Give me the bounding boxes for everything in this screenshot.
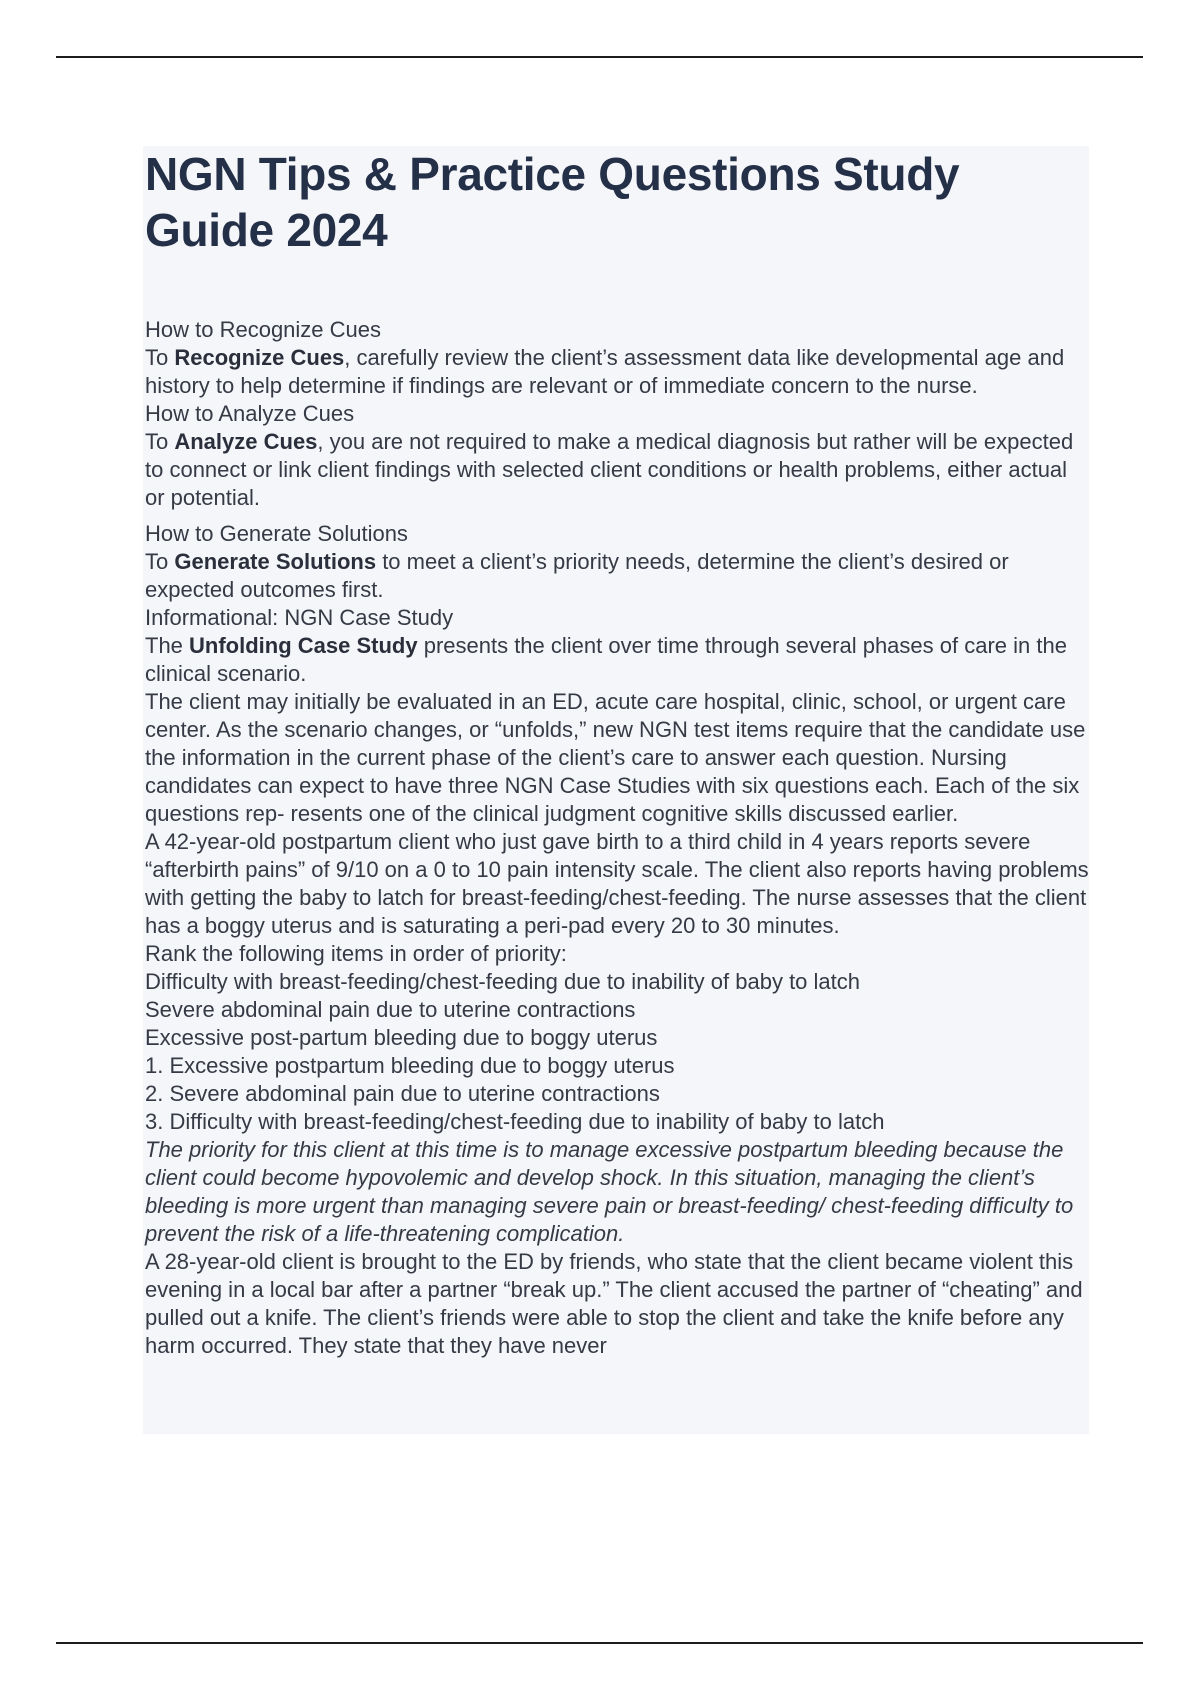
question1-option: Difficulty with breast-feeding/chest-feeding due to inability of baby to latch	[145, 969, 860, 994]
analyze-text: To Analyze Cues, you are not required to make a medical diagnosis but rather will be expected to connect or link client findings with selected client conditions or health problems, either actual or potential.	[145, 429, 1074, 510]
generate-text: To Generate Solutions to meet a client’s priority needs, determine the client’s desired or expected outcomes first.	[145, 549, 1009, 602]
case-study-heading: Informational: NGN Case Study	[145, 605, 454, 630]
question1-answer: 2. Severe abdominal pain due to uterine contractions	[145, 1081, 660, 1106]
question1-answer: 1. Excessive postpartum bleeding due to boggy uterus	[145, 1053, 675, 1078]
bottom-rule	[56, 1642, 1143, 1644]
analyze-heading: How to Analyze Cues	[145, 401, 355, 426]
document-page	[143, 146, 1089, 1434]
generate-term: Generate Solutions	[174, 549, 377, 574]
analyze-term: Analyze Cues	[174, 429, 318, 454]
question1-option: Severe abdominal pain due to uterine contractions	[145, 997, 636, 1022]
case-study-text: The Unfolding Case Study presents the client over time through several phases of care in the clinical scenario.	[145, 633, 1067, 686]
question1-rationale: The priority for this client at this time is to manage excessive postpartum bleeding because the client could become hypovolemic and develop shock. In this situation, managing the client’s bleeding is more urgent than managing severe pain or breast-feeding/ chest-feeding difficulty to prevent the risk of a life-threatening complication.	[145, 1137, 1074, 1246]
question1-option: Excessive post-partum bleeding due to boggy uterus	[145, 1025, 658, 1050]
document-title: NGN Tips & Practice Questions Study Guide 2024	[145, 148, 960, 256]
case-study-term: Unfolding Case Study	[189, 633, 418, 658]
top-rule	[56, 56, 1143, 58]
question1-scenario: A 42-year-old postpartum client who just gave birth to a third child in 4 years reports severe “afterbirth pains” of 9/10 on a 0 to 10 pain intensity scale. The client also reports having problems with getting the baby to latch for breast-feeding/chest-feeding. The nurse assesses that the client has a boggy uterus and is saturating a peri-pad every 20 to 30 minutes.	[145, 829, 1089, 938]
question2-scenario: A 28-year-old client is brought to the ED by friends, who state that the client became violent this evening in a local bar after a partner “break up.” The client accused the partner of “cheating” and pulled out a knife. The client’s friends were able to stop the client and take the knife before any harm occurred. They state that they have never	[145, 1249, 1083, 1358]
recognize-text: To Recognize Cues, carefully review the client’s assessment data like developmental age and history to help determine if findings are relevant or of immediate concern to the nurse.	[145, 345, 1065, 398]
recognize-heading: How to Recognize Cues	[145, 317, 382, 342]
question1-answer: 3. Difficulty with breast-feeding/chest-feeding due to inability of baby to latch	[145, 1109, 885, 1134]
question1-prompt: Rank the following items in order of priority:	[145, 941, 567, 966]
generate-heading: How to Generate Solutions	[145, 521, 408, 546]
recognize-term: Recognize Cues	[174, 345, 345, 370]
case-study-paragraph: The client may initially be evaluated in an ED, acute care hospital, clinic, school, or urgent care center. As the scenario changes, or “unfolds,” new NGN test items require that the candidate use the information in the current phase of the client’s care to answer each question. Nursing candidates can expect to have three NGN Case Studies with six questions each. Each of the six questions rep- resents one of the clinical judgment cognitive skills discussed earlier.	[145, 689, 1086, 826]
document-body	[145, 316, 1089, 1360]
